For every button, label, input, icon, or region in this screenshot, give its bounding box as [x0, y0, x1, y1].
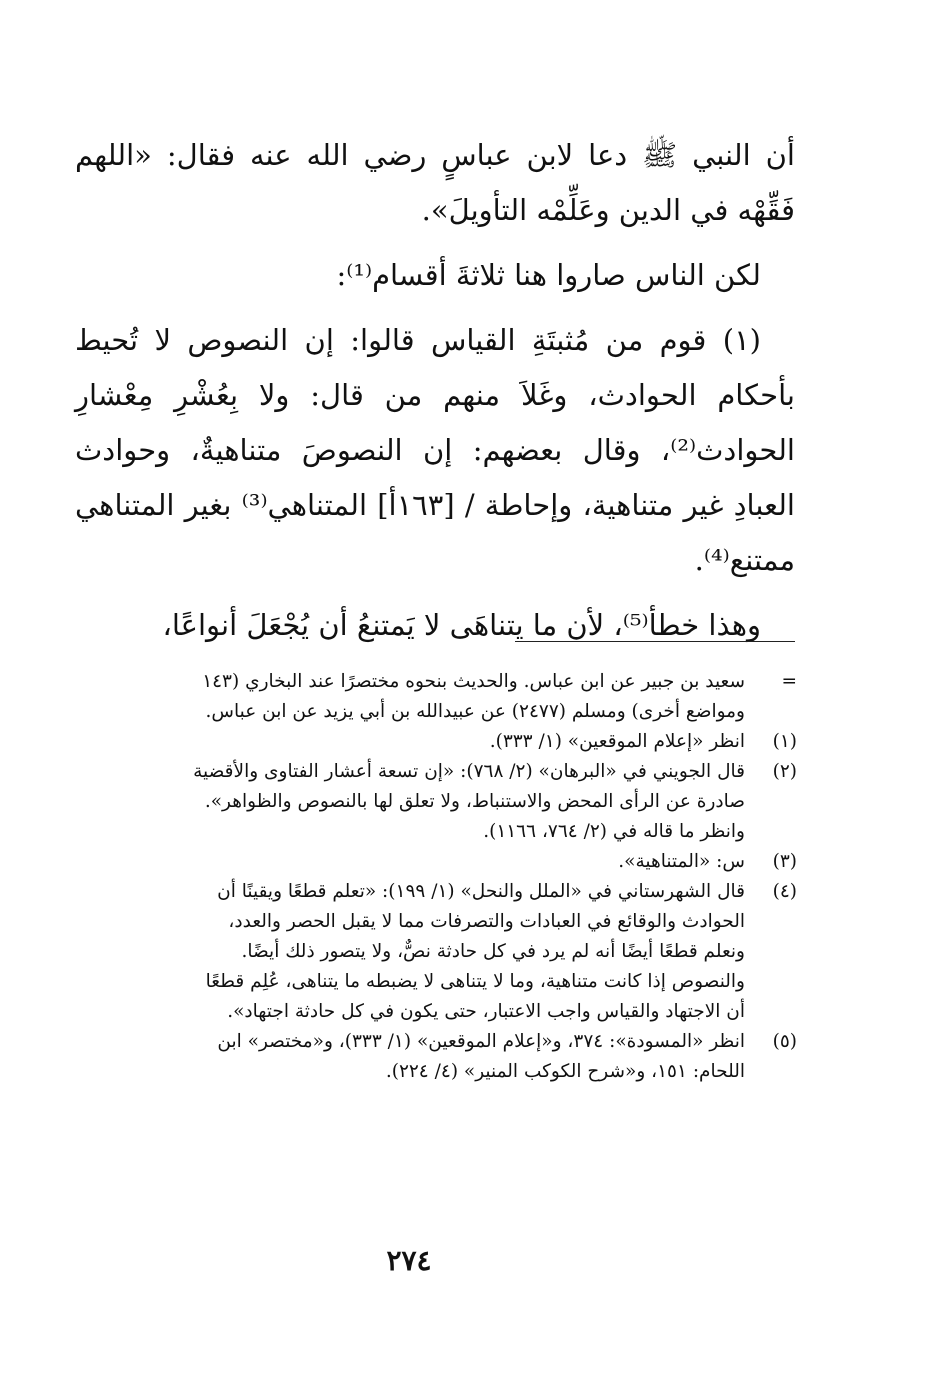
paragraph-rebuttal: وهذا خطأ⁽⁵⁾، لأن ما يتناهَى لا يَمتنعُ أن يُجْعَلَ أنواعًا،	[162, 608, 761, 642]
footnote-5	[75, 1027, 797, 1087]
main-text	[75, 128, 795, 653]
paragraph-hadith: أن النبي ﷺ دعا لابن عباسٍ رضي الله عنه فقال: «اللهم فَقِّهْه في الدين وعَلِّمْه التأويلَ».	[75, 138, 795, 227]
footnote-continuation	[75, 667, 797, 727]
footnote-1	[75, 727, 797, 757]
footnote-3	[75, 847, 797, 877]
footnote-line: أن الاجتهاد والقياس واجب الاعتبار، حتى يكون في كل حادثة اجتهاد».	[227, 1001, 745, 1022]
footnote-line: ونعلم قطعًا أيضًا أنه لم يرد في كل حادثة نصٌّ، ولا يتصور ذلك أيضًا.	[241, 941, 745, 962]
footnote-line: انظر «إعلام الموقعين» (١/ ٣٣٣).	[489, 731, 745, 752]
footnote-line: قال الجويني في «البرهان» (٢/ ٧٦٨): «إن تسعة أعشار الفتاوى والأقضية	[193, 761, 745, 782]
page-number: ٢٧٤	[386, 1244, 432, 1277]
paragraph-category-one: (١) قوم من مُثبتَةِ القياس قالوا: إن النصوص لا تُحيط بأحكام الحوادث، وغَلاَ منهم من قال: ولا بِعُشْرِ مِعْشارِ الحوادث⁽²⁾، وقال بعضهم: إن النصوصَ متناهيةٌ، وحوادث العبادِ غير متناهية، وإحاطة / [١٦٣أ] المتناهي⁽³⁾ بغير المتناهي ممتنع⁽⁴⁾.	[75, 323, 795, 577]
footnote-2	[75, 757, 797, 847]
footnote-marker: (١)	[772, 731, 797, 752]
footnote-line: صادرة عن الرأى المحض والاستنباط، ولا تعلق لها بالنصوص والظواهر».	[204, 791, 745, 812]
footnote-line: قال الشهرستاني في «الملل والنحل» (١/ ١٩٩): «تعلم قطعًا ويقينًا أن	[217, 881, 745, 902]
footnote-line: وانظر ما قاله في (٢/ ٧٦٤، ١١٦٦).	[483, 821, 745, 842]
footnote-4	[75, 877, 797, 1027]
footnote-marker: (٥)	[772, 1031, 797, 1052]
footnote-marker: (٣)	[772, 851, 797, 872]
footnote-line: انظر «المسودة»: ٣٧٤، و«إعلام الموقعين» (١/ ٣٣٣)، و«مختصر» ابن	[217, 1031, 745, 1052]
footnote-line: ومواضع أخرى) ومسلم (٢٤٧٧) عن عبيدالله بن أبي يزيد عن ابن عباس.	[205, 701, 745, 722]
footnote-line: والنصوص إذا كانت متناهية، وما لا يتناهى لا يضبطه ما يتناهى، عُلِم قطعًا	[205, 971, 745, 992]
footnote-line: سعيد بن جبير عن ابن عباس. والحديث بنحوه مختصرًا عند البخاري (١٤٣	[202, 671, 745, 692]
footnote-line: س: «المتناهية».	[618, 851, 745, 872]
footnote-marker: =	[781, 671, 797, 692]
footnote-line: الحوادث والوقائع في العبادات والتصرفات مما لا يقبل الحصر والعدد،	[228, 911, 745, 932]
paragraph-three-categories: لكن الناس صاروا هنا ثلاثةَ أقسام⁽¹⁾:	[336, 258, 761, 292]
footnote-marker: (٤)	[772, 881, 797, 902]
footnotes	[75, 667, 797, 1087]
footnote-divider	[515, 641, 795, 642]
footnote-line: اللحام: ١٥١، و«شرح الكوكب المنير» (٤/ ٢٢٤).	[385, 1061, 745, 1082]
footnote-marker: (٢)	[772, 761, 797, 782]
